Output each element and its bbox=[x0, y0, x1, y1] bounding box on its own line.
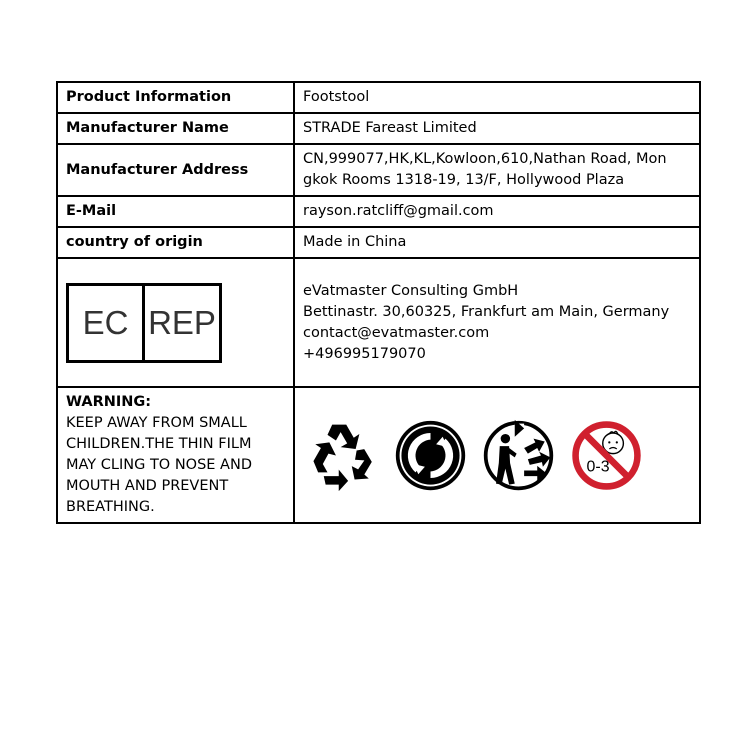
email-key: E-Mail bbox=[57, 196, 294, 227]
triman-icon bbox=[481, 418, 556, 493]
warning-cell bbox=[57, 387, 294, 523]
row-manufacturer-address bbox=[57, 144, 700, 196]
address-line: CN,999077,HK,KL,Kowloon,610,Nathan Road, Mon bbox=[303, 151, 667, 167]
ec-rep-badge bbox=[66, 283, 222, 363]
product-information-value: Footstool bbox=[294, 82, 700, 113]
ec-rep-badge-right: REP bbox=[148, 304, 216, 341]
email-value: rayson.ratcliff@gmail.com bbox=[294, 196, 700, 227]
country-of-origin-key: country of origin bbox=[57, 227, 294, 258]
ec-rep-phone: +496995179070 bbox=[303, 345, 426, 362]
row-warning bbox=[57, 387, 700, 523]
warning-line: MOUTH AND PREVENT bbox=[66, 478, 229, 494]
ec-rep-address: Bettinastr. 30,60325, Frankfurt am Main, Germany bbox=[303, 303, 670, 320]
warning-line: MAY CLING TO NOSE AND bbox=[66, 457, 252, 473]
warning-line: KEEP AWAY FROM SMALL bbox=[66, 415, 247, 431]
symbols-row bbox=[303, 418, 691, 493]
row-ec-rep bbox=[57, 258, 700, 387]
warning-title: WARNING: bbox=[66, 394, 152, 410]
row-email bbox=[57, 196, 700, 227]
ec-rep-email: contact@evatmaster.com bbox=[303, 324, 490, 341]
green-dot-icon bbox=[393, 418, 468, 493]
manufacturer-address-value bbox=[294, 144, 700, 196]
warning-line: BREATHING. bbox=[66, 499, 155, 515]
country-of-origin-value: Made in China bbox=[294, 227, 700, 258]
recycle-icon bbox=[305, 418, 380, 493]
manufacturer-address-key: Manufacturer Address bbox=[57, 144, 294, 196]
age-range-label: 0-3 bbox=[586, 457, 610, 475]
manufacturer-name-value: STRADE Fareast Limited bbox=[294, 113, 700, 144]
address-line: gkok Rooms 1318-19, 13/F, Hollywood Plaza bbox=[303, 172, 625, 188]
product-information-key: Product Information bbox=[57, 82, 294, 113]
manufacturer-name-key: Manufacturer Name bbox=[57, 113, 294, 144]
ec-rep-badge-cell bbox=[57, 258, 294, 387]
row-manufacturer-name bbox=[57, 113, 700, 144]
not-for-children-icon bbox=[569, 418, 644, 493]
ec-rep-badge-left: EC bbox=[69, 286, 145, 360]
symbols-cell bbox=[294, 387, 700, 523]
product-label-table bbox=[56, 81, 701, 524]
ec-rep-details bbox=[294, 258, 700, 387]
row-country-of-origin bbox=[57, 227, 700, 258]
row-product-information bbox=[57, 82, 700, 113]
ec-rep-company: eVatmaster Consulting GmbH bbox=[303, 282, 519, 299]
warning-line: CHILDREN.THE THIN FILM bbox=[66, 436, 252, 452]
